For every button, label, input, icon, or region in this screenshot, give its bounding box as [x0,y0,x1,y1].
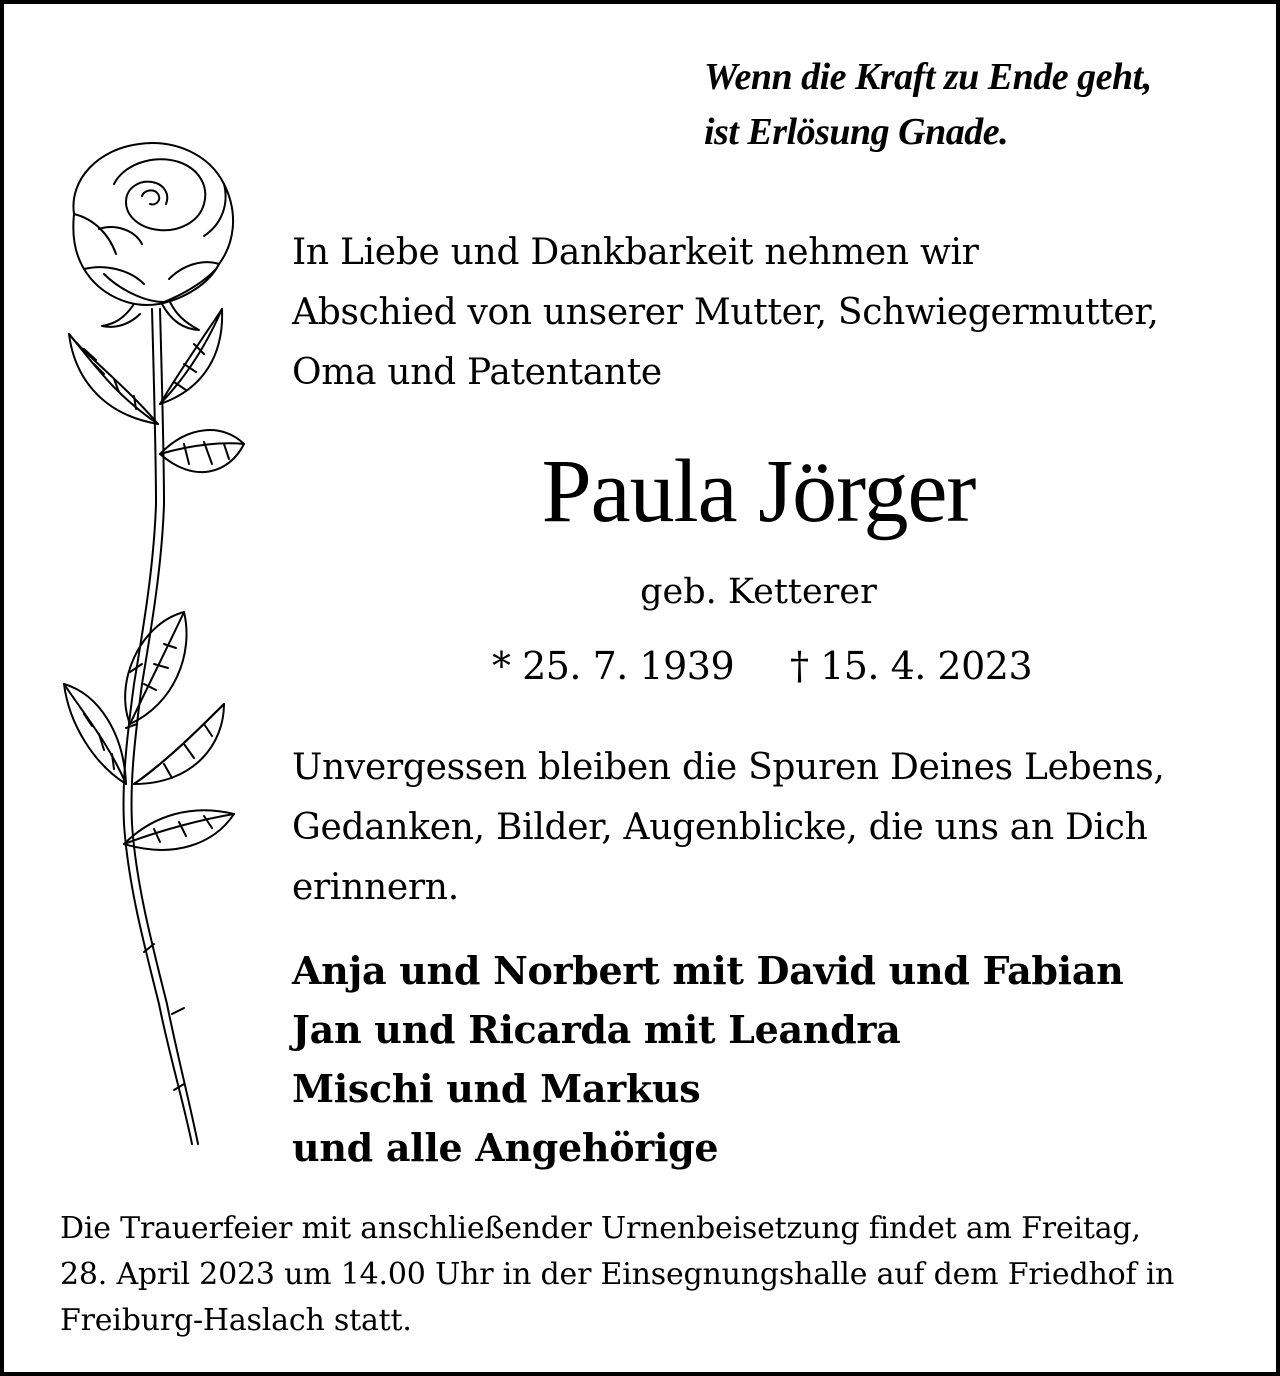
rose-blossom [73,143,233,330]
service-line: Freiburg-Haslach statt. [60,1303,412,1338]
memory-text [292,738,1165,918]
service-line: 28. April 2023 um 14.00 Uhr in der Einsegnungshalle auf dem Friedhof in [60,1257,1175,1292]
intro-line: In Liebe und Dankbarkeit nehmen wir [292,232,979,273]
motto-line: ist Erlösung Gnade. [704,111,1009,153]
mourner-line: Anja und Norbert mit David und Fabian [292,948,1124,993]
funeral-service-info [60,1206,1174,1344]
deceased-name: Paula Jörger [541,442,976,541]
memory-line: erinnern. [292,867,459,908]
motto [704,50,1152,160]
rose-stem [123,309,192,1144]
death-date: † 15. 4. 2023 [790,644,1033,688]
birth-date: * 25. 7. 1939 [492,644,735,688]
memory-line: Unvergessen bleiben die Spuren Deines Lebens, [292,747,1165,788]
motto-line: Wenn die Kraft zu Ende geht, [704,56,1152,98]
rose-icon [44,124,264,1154]
mourner-line: Jan und Ricarda mit Leandra [292,1007,901,1052]
memory-line: Gedanken, Bilder, Augenblicke, die uns an Dich [292,807,1148,848]
birth-name: geb. Ketterer [640,572,877,612]
service-line: Die Trauerfeier mit anschließender Urnenbeisetzung findet am Freitag, [60,1211,1141,1246]
intro-line: Abschied von unserer Mutter, Schwiegermutter, [292,292,1159,333]
intro-line: Oma und Patentante [292,352,662,393]
rose-lower-leaves [64,612,234,850]
mourner-line: Mischi und Markus [292,1066,701,1111]
mourners-list [292,941,1123,1177]
intro-text [292,223,1159,403]
mourner-line: und alle Angehörige [292,1125,719,1170]
